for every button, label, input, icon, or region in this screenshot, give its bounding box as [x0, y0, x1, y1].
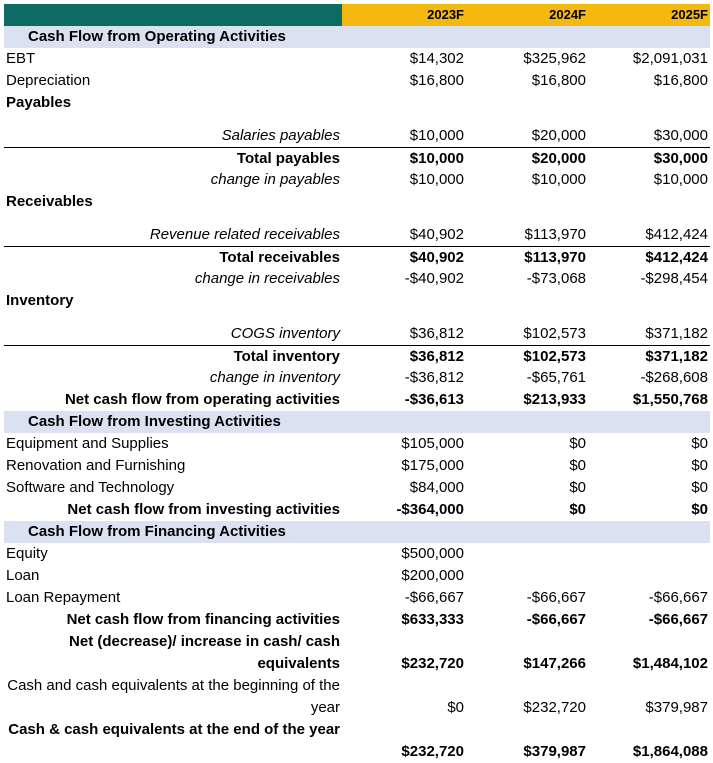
section-header — [4, 26, 710, 48]
value-2025: $0 — [691, 479, 708, 496]
value-2024: -$66,667 — [526, 611, 586, 628]
year-2024-header: 2024F — [549, 7, 586, 22]
row-label: change in payables — [210, 171, 340, 188]
section-title: Cash Flow from Financing Activities — [28, 523, 286, 540]
detail-row — [4, 169, 710, 191]
row-label: Net cash flow from investing activities — [67, 501, 340, 518]
value-2024: $10,000 — [531, 171, 586, 188]
total-row — [4, 345, 710, 367]
detail-row — [4, 125, 710, 147]
header-row — [4, 4, 710, 26]
value-2024: $113,970 — [524, 226, 586, 243]
line-item-row — [4, 587, 710, 609]
value-2023: $232,720 — [401, 743, 464, 760]
value-2025: $30,000 — [653, 127, 708, 144]
row-label: Payables — [6, 94, 72, 111]
line-item-row — [4, 455, 710, 477]
total-row — [4, 147, 710, 169]
value-2023: $0 — [447, 699, 464, 716]
value-2024: $0 — [569, 501, 586, 518]
value-2023: -$364,000 — [396, 501, 464, 518]
row-label: Net cash flow from financing activities — [66, 611, 340, 628]
value-2024: $379,987 — [523, 743, 586, 760]
value-2024: $325,962 — [523, 50, 586, 67]
value-2025: $379,987 — [645, 699, 708, 716]
row-label: Depreciation — [6, 72, 91, 89]
value-2025: -$66,667 — [648, 589, 708, 606]
row-label: Net cash flow from operating activities — [64, 391, 340, 408]
value-2024: $16,800 — [531, 72, 586, 89]
value-2024: -$65,761 — [526, 369, 586, 386]
line-item-row — [4, 477, 710, 499]
value-2023: $10,000 — [409, 127, 464, 144]
net-summary-row — [4, 719, 710, 763]
total-row — [4, 246, 710, 268]
value-2025: -$268,608 — [640, 369, 708, 386]
value-2023: -$36,812 — [404, 369, 464, 386]
row-label: Loan — [6, 567, 40, 584]
summary-row — [4, 675, 710, 719]
value-2023: $10,000 — [409, 171, 464, 188]
row-label: Loan Repayment — [6, 589, 121, 606]
value-2025: $30,000 — [653, 150, 708, 167]
row-label: change in receivables — [194, 270, 340, 287]
value-2023: $232,720 — [401, 655, 464, 672]
row-label: COGS inventory — [230, 325, 340, 342]
value-2024: -$73,068 — [526, 270, 586, 287]
net-cash-flow-row — [4, 389, 710, 411]
detail-row — [4, 268, 710, 290]
value-2024: $147,266 — [523, 655, 586, 672]
value-2023: $105,000 — [401, 435, 464, 452]
value-2025: $371,182 — [645, 325, 708, 342]
row-label: Salaries payables — [221, 127, 340, 144]
value-2025: $371,182 — [645, 348, 708, 365]
value-2025: $412,424 — [645, 226, 708, 243]
net-summary-row — [4, 631, 710, 675]
value-2023: $10,000 — [409, 150, 464, 167]
row-label: Software and Technology — [6, 479, 175, 496]
value-2025: $0 — [691, 435, 708, 452]
value-2023: $16,800 — [409, 72, 464, 89]
value-2025: $0 — [691, 457, 708, 474]
value-2023: -$66,667 — [404, 589, 464, 606]
net-cash-flow-row — [4, 609, 710, 631]
detail-row — [4, 367, 710, 389]
net-cash-flow-row — [4, 499, 710, 521]
group-heading-row — [4, 290, 710, 312]
value-2025: $1,484,102 — [632, 655, 708, 672]
value-2024: $20,000 — [531, 150, 586, 167]
value-2025: $1,864,088 — [632, 743, 708, 760]
value-2024: $0 — [569, 457, 586, 474]
value-2025: $2,091,031 — [632, 50, 708, 67]
section-title: Cash Flow from Operating Activities — [28, 28, 286, 45]
value-2025: $412,424 — [645, 249, 708, 266]
section-title: Cash Flow from Investing Activities — [28, 413, 281, 430]
value-2023: $175,000 — [401, 457, 464, 474]
value-2023: $40,902 — [409, 226, 464, 243]
section-header — [4, 411, 710, 433]
value-2024: $113,970 — [524, 249, 586, 266]
value-2023: $500,000 — [401, 545, 464, 562]
row-label: EBT — [6, 50, 36, 67]
row-label: Receivables — [6, 193, 93, 210]
value-2023: $36,812 — [409, 348, 464, 365]
value-2024: $102,573 — [523, 325, 586, 342]
value-2025: $10,000 — [653, 171, 708, 188]
row-label: Cash and cash equivalents at the beginning of the year — [7, 677, 340, 716]
row-label: Total inventory — [233, 348, 340, 365]
row-label: Total receivables — [219, 249, 340, 266]
value-2024: -$66,667 — [526, 589, 586, 606]
header-label-cell — [4, 4, 342, 26]
value-2024: $20,000 — [531, 127, 586, 144]
value-2023: -$36,613 — [404, 391, 464, 408]
row-label: Equity — [6, 545, 48, 562]
year-2023-header: 2023F — [427, 7, 464, 22]
row-label: Net (decrease)/ increase in cash/ cash equivalents — [69, 633, 340, 672]
row-label: Equipment and Supplies — [6, 435, 169, 452]
year-2025-header: 2025F — [671, 7, 708, 22]
line-item-row — [4, 543, 710, 565]
row-label: Renovation and Furnishing — [6, 457, 186, 474]
value-2025: -$66,667 — [648, 611, 708, 628]
row-label: Cash & cash equivalents at the end of the year — [8, 721, 340, 738]
value-2023: $84,000 — [409, 479, 464, 496]
value-2023: $36,812 — [409, 325, 464, 342]
section-header — [4, 521, 710, 543]
value-2025: $16,800 — [653, 72, 708, 89]
line-item-row — [4, 48, 710, 70]
row-label: change in inventory — [209, 369, 340, 386]
value-2025: -$298,454 — [640, 270, 708, 287]
line-item-row — [4, 565, 710, 587]
group-heading-row — [4, 92, 710, 114]
row-label: Total payables — [236, 150, 340, 167]
row-label: Revenue related receivables — [149, 226, 340, 243]
value-2024: $102,573 — [523, 348, 586, 365]
row-label: Inventory — [6, 292, 74, 309]
detail-row — [4, 224, 710, 246]
value-2023: $14,302 — [409, 50, 464, 67]
value-2025: $1,550,768 — [632, 391, 708, 408]
group-heading-row — [4, 191, 710, 213]
value-2025: $0 — [691, 501, 708, 518]
detail-row — [4, 323, 710, 345]
value-2024: $213,933 — [523, 391, 586, 408]
value-2023: $40,902 — [409, 249, 464, 266]
value-2023: $200,000 — [401, 567, 464, 584]
line-item-row — [4, 70, 710, 92]
value-2023: $633,333 — [401, 611, 464, 628]
value-2024: $0 — [569, 479, 586, 496]
value-2024: $232,720 — [523, 699, 586, 716]
value-2024: $0 — [569, 435, 586, 452]
value-2023: -$40,902 — [404, 270, 464, 287]
cash-flow-sheet — [4, 4, 710, 763]
line-item-row — [4, 433, 710, 455]
